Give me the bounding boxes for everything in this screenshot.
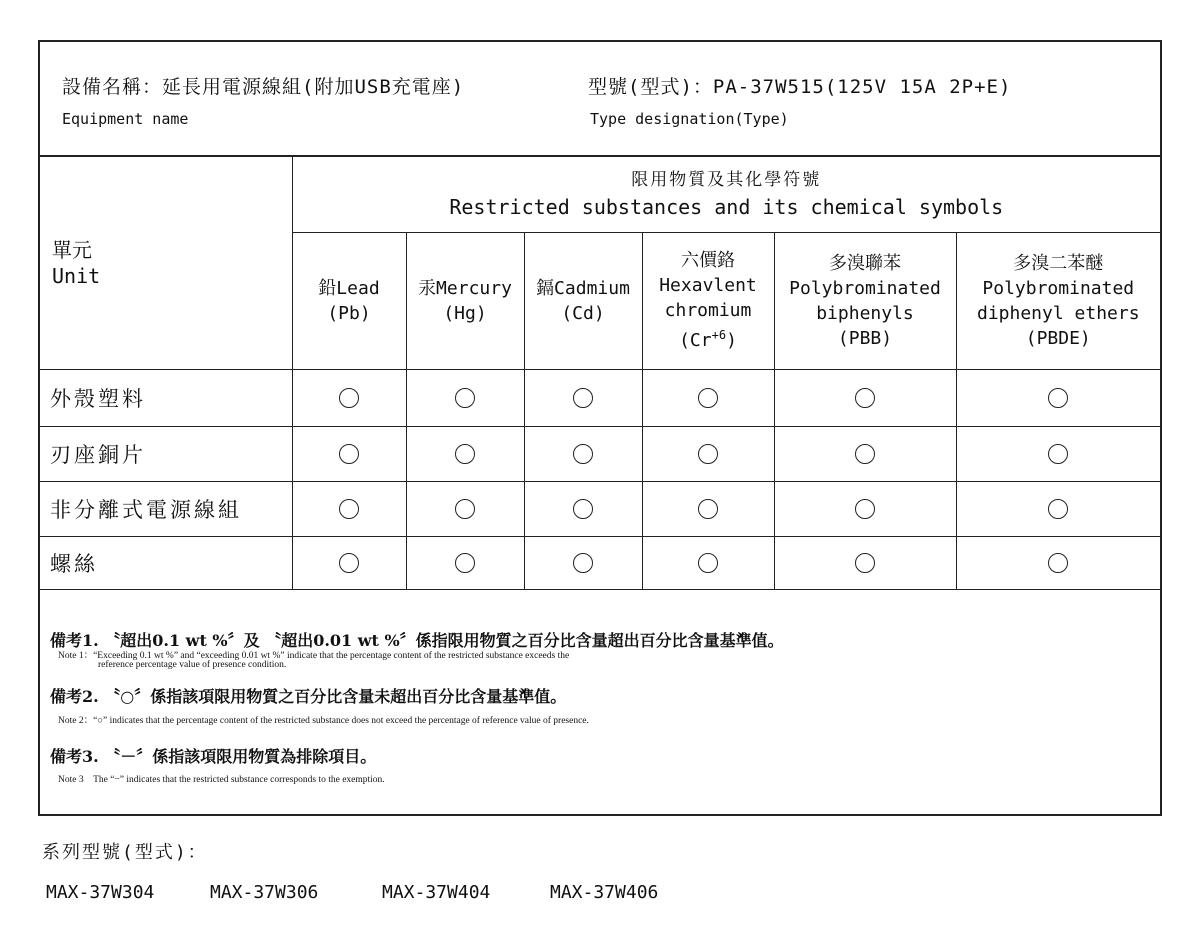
compliance-cell (292, 426, 406, 481)
note-3-en: Note 3 The “−” indicates that the restricted substance corresponds to the exemption. (58, 775, 385, 785)
table-row (40, 481, 1160, 536)
circle-mark-icon (455, 444, 475, 464)
circle-mark-icon (855, 388, 875, 408)
series-model-3: MAX-37W404 (382, 882, 491, 903)
col-pbb-name1: Polybrominated (789, 277, 941, 299)
compliance-cell (642, 426, 774, 481)
col-lead-symbol: (Pb) (327, 302, 371, 324)
compliance-cell (956, 481, 1160, 536)
compliance-cell (774, 481, 956, 536)
circle-mark-icon (698, 553, 718, 573)
row-label: 刃座銅片 (40, 426, 292, 481)
row-label: 非分離式電源線組 (40, 481, 292, 536)
note-1-en: Note 1：“Exceeding 0.1 wt %” and “exceeding 0.01 wt %” indicate that the percentage content of the restricted substance exceeds the (58, 651, 570, 661)
column-header-pbde (956, 232, 1160, 369)
col-chromium-name1: Hexavlent (659, 275, 757, 296)
col-pbb-symbol: (PBB) (837, 327, 893, 349)
note-2-en: Note 2：“○” indicates that the percentage content of the restricted substance does not exceed the percentage of reference value of presence. (58, 716, 589, 726)
compliance-cell (642, 369, 774, 426)
circle-mark-icon (855, 553, 875, 573)
unit-label-zh: 單元 (52, 237, 92, 262)
series-models-label: 系列型號(型式)： (42, 842, 208, 863)
col-lead-name: 鉛Lead (318, 277, 380, 299)
col-mercury-symbol: (Hg) (443, 302, 487, 324)
circle-mark-icon (698, 444, 718, 464)
col-pbb-name2: biphenyls (816, 302, 914, 324)
col-chromium-zh: 六價鉻 (681, 250, 735, 271)
series-model-4: MAX-37W406 (550, 882, 659, 903)
compliance-cell (292, 536, 406, 589)
circle-mark-icon (1048, 388, 1068, 408)
series-model-2: MAX-37W306 (210, 882, 319, 903)
column-header-cadmium (524, 232, 642, 369)
compliance-cell (774, 369, 956, 426)
circle-mark-icon (698, 499, 718, 519)
compliance-cell (956, 536, 1160, 589)
type-designation-en: Type designation(Type) (590, 110, 789, 128)
column-header-mercury (406, 232, 524, 369)
unit-header (40, 157, 292, 369)
compliance-cell (292, 481, 406, 536)
compliance-cell (642, 536, 774, 589)
circle-mark-icon (855, 444, 875, 464)
note-1-zh: 備考1. 〝超出0.1 wt %〞及 〝超出0.01 wt %〞係指限用物質之百分比含量超出百分比含量基準值。 (50, 631, 784, 650)
equipment-name-en: Equipment name (62, 110, 189, 128)
circle-mark-icon (1048, 553, 1068, 573)
compliance-cell (406, 426, 524, 481)
substances-group-zh: 限用物質及其化學符號 (631, 170, 822, 191)
compliance-cell (292, 369, 406, 426)
col-chromium-symbol: $(Cr^{+6})$ (679, 328, 737, 351)
equipment-header (40, 42, 1160, 157)
circle-mark-icon (455, 553, 475, 573)
col-cadmium-name: 鎘Cadmium (536, 277, 630, 299)
compliance-cell (956, 369, 1160, 426)
type-designation-zh: 型號(型式)：PA-37W515(125V 15A 2P+E) (588, 76, 1012, 98)
compliance-cell (406, 369, 524, 426)
compliance-cell (774, 536, 956, 589)
compliance-cell (774, 426, 956, 481)
compliance-cell (406, 536, 524, 589)
col-pbde-name1: Polybrominated (982, 277, 1135, 299)
circle-mark-icon (339, 388, 359, 408)
row-label: 外殼塑料 (40, 369, 292, 426)
circle-mark-icon (855, 499, 875, 519)
restricted-substances-table (40, 157, 1160, 590)
circle-mark-icon (1048, 444, 1068, 464)
circle-mark-icon (698, 388, 718, 408)
circle-mark-icon (339, 499, 359, 519)
col-pbde-symbol: (PBDE) (1025, 327, 1091, 349)
compliance-cell (524, 536, 642, 589)
substances-group-en: Restricted substances and its chemical symbols (449, 195, 1004, 220)
note-2-zh: 備考2. 〝○〞係指該項限用物質之百分比含量未超出百分比含量基準值。 (50, 687, 567, 706)
circle-mark-icon (455, 388, 475, 408)
note-1-en-cont: reference percentage value of presence condition. (98, 660, 287, 670)
table-body (40, 369, 1160, 589)
row-label: 螺絲 (40, 536, 292, 589)
series-model-1: MAX-37W304 (46, 882, 155, 903)
equipment-name-zh: 設備名稱：延長用電源線組(附加USB充電座) (62, 76, 465, 98)
rohs-declaration-frame (38, 40, 1162, 816)
circle-mark-icon (573, 553, 593, 573)
circle-mark-icon (573, 499, 593, 519)
col-cadmium-symbol: (Cd) (561, 302, 605, 324)
circle-mark-icon (339, 553, 359, 573)
compliance-cell (956, 426, 1160, 481)
column-header-lead (292, 232, 406, 369)
circle-mark-icon (573, 444, 593, 464)
table-row (40, 426, 1160, 481)
col-chromium-name2: chromium (664, 300, 752, 321)
col-mercury-name: 汞Mercury (418, 277, 512, 299)
column-header-chromium (642, 232, 774, 369)
compliance-cell (524, 426, 642, 481)
compliance-cell (524, 369, 642, 426)
circle-mark-icon (573, 388, 593, 408)
circle-mark-icon (339, 444, 359, 464)
substances-group-header (292, 157, 1160, 232)
note-3-zh: 備考3. 〝－〞係指該項限用物質為排除項目。 (50, 747, 377, 766)
table-row (40, 369, 1160, 426)
compliance-cell (642, 481, 774, 536)
col-pbde-zh: 多溴二苯醚 (1013, 252, 1104, 274)
col-pbde-name2: diphenyl ethers (976, 302, 1140, 324)
circle-mark-icon (455, 499, 475, 519)
compliance-cell (406, 481, 524, 536)
compliance-cell (524, 481, 642, 536)
col-pbb-zh: 多溴聯苯 (829, 252, 901, 274)
circle-mark-icon (1048, 499, 1068, 519)
unit-label-en: Unit (52, 263, 101, 288)
column-header-pbb (774, 232, 956, 369)
table-row (40, 536, 1160, 589)
